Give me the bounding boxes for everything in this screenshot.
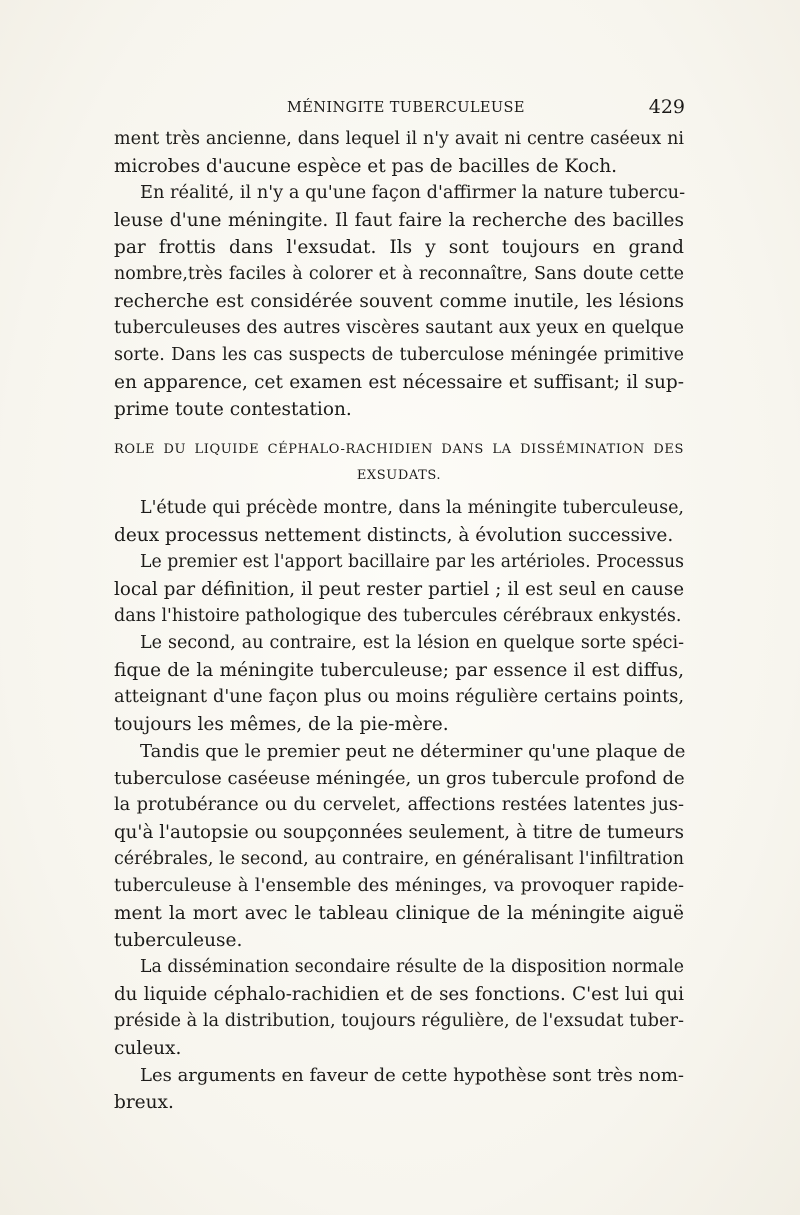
text-line: La dissémination secondaire résulte de la disposition normale: [140, 957, 684, 977]
text-line: cérébrales, le second, au contraire, en généralisant l'infiltration: [114, 849, 684, 869]
text-line: ment la mort avec le tableau clinique de la méningite aiguë: [114, 903, 684, 924]
text-line: du liquide céphalo-rachidien et de ses fonctions. C'est lui qui: [114, 984, 684, 1005]
section-heading-line: EXSUDATS.: [356, 468, 442, 483]
paragraph: [114, 1062, 684, 1116]
paragraph: [114, 180, 684, 423]
text-line: En réalité, il n'y a qu'une façon d'affirmer la nature tubercu-: [140, 183, 686, 203]
text-line: préside à la distribution, toujours régulière, de l'exsudat tuber-: [114, 1011, 685, 1031]
text-line: breux.: [114, 1092, 174, 1113]
text-line: tuberculeuses des autres viscères sautant aux yeux en quelque: [114, 318, 684, 338]
paragraph: [114, 549, 684, 630]
section-heading-line: ROLE DU LIQUIDE CÉPHALO-RACHIDIEN DANS LA DISSÉMINATION DES: [114, 442, 684, 457]
paragraph: [114, 738, 684, 954]
text-line: nombre,très faciles à colorer et à reconnaître, Sans doute cette: [114, 264, 684, 284]
paragraph: [114, 954, 684, 1062]
text-line: dans l'histoire pathologique des tubercules cérébraux enkystés.: [114, 606, 682, 626]
text-line: microbes d'aucune espèce et pas de bacilles de Koch.: [114, 156, 618, 177]
text-line: la protubérance ou du cervelet, affections restées latentes jus-: [114, 795, 684, 815]
page-number: 429: [648, 96, 685, 118]
text-line: en apparence, cet examen est nécessaire et suffisant; il sup-: [114, 372, 684, 393]
text-line: recherche est considérée souvent comme inutile, les lésions: [114, 291, 684, 312]
paragraph: [114, 630, 684, 738]
text-line: L'étude qui précède montre, dans la méningite tuberculeuse,: [140, 498, 684, 518]
text-line: Le premier est l'apport bacillaire par les artérioles. Processus: [140, 552, 684, 572]
section-heading: [114, 437, 684, 489]
text-line: atteignant d'une façon plus ou moins régulière certains points,: [114, 687, 684, 707]
text-line: Tandis que le premier peut ne déterminer qu'une plaque de: [140, 741, 686, 762]
text-line: sorte. Dans les cas suspects de tuberculose méningée primitive: [114, 345, 684, 365]
text-line: deux processus nettement distincts, à évolution successive.: [114, 525, 674, 546]
text-line: Les arguments en faveur de cette hypothèse sont très nom-: [140, 1065, 684, 1086]
text-line: qu'à l'autopsie ou soupçonnées seulement, à titre de tumeurs: [114, 822, 684, 843]
text-line: toujours les mêmes, de la pie-mère.: [114, 714, 449, 735]
text-line: ment très ancienne, dans lequel il n'y avait ni centre caséeux ni: [114, 129, 684, 149]
paragraph: [114, 126, 684, 180]
text-line: fique de la méningite tuberculeuse; par essence il est diffus,: [114, 660, 684, 681]
text-line: tuberculose caséeuse méningée, un gros tubercule profond de: [114, 768, 685, 789]
text-line: tuberculeuse.: [114, 930, 243, 951]
paragraph: [114, 495, 684, 549]
page-header: [115, 96, 685, 124]
text-line: leuse d'une méningite. Il faut faire la recherche des bacilles: [114, 210, 684, 231]
text-line: par frottis dans l'exsudat. Ils y sont toujours en grand: [114, 237, 684, 258]
text-line: local par définition, il peut rester partiel ; il est seul en cause: [114, 579, 684, 600]
text-line: Le second, au contraire, est la lésion en quelque sorte spéci-: [140, 633, 684, 653]
text-line: culeux.: [114, 1038, 182, 1059]
running-title: MÉNINGITE TUBERCULEUSE: [287, 100, 525, 116]
text-line: prime toute contestation.: [114, 399, 352, 420]
text-line: tuberculeuse à l'ensemble des méninges, va provoquer rapide-: [114, 876, 684, 896]
body-text: [114, 126, 684, 1116]
